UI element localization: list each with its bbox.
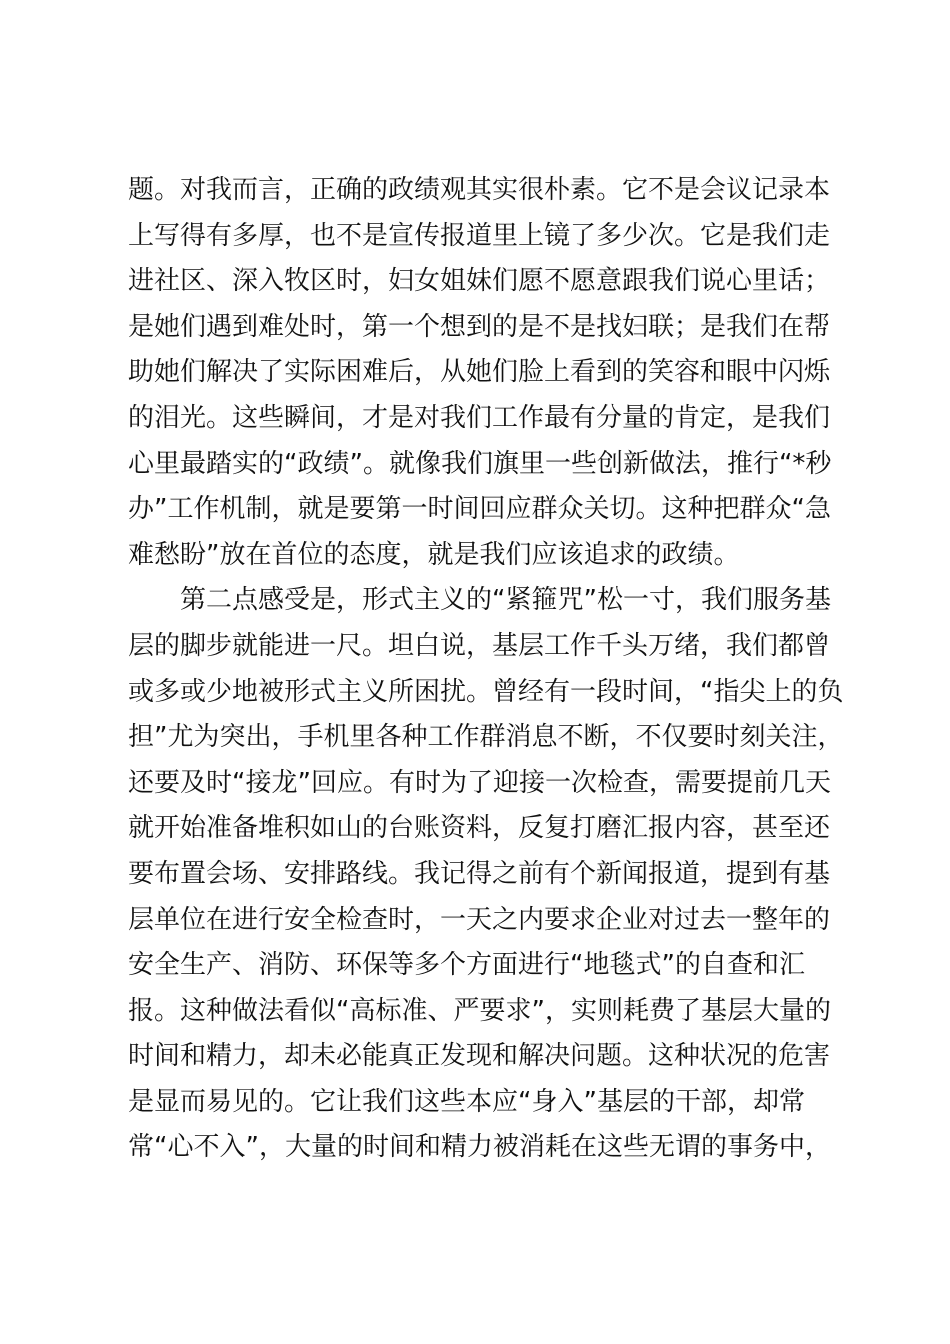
text-line: 是显而易见的。它让我们这些本应“身入”基层的干部，却常 — [128, 1086, 805, 1117]
text-line: 常“心不入”，大量的时间和精力被消耗在这些无谓的事务中， — [128, 1132, 831, 1163]
text-line: 上写得有多厚，也不是宣传报道里上镜了多少次。它是我们走 — [128, 220, 831, 251]
text-line: 时间和精力，却未必能真正发现和解决问题。这种状况的危害 — [128, 1041, 831, 1072]
text-line: 难愁盼”放在首位的态度，就是我们应该追求的政绩。 — [128, 539, 740, 570]
text-line: 担”尤为突出，手机里各种工作群消息不断，不仅要时刻关注， — [128, 722, 844, 753]
text-line: 题。对我而言，正确的政绩观其实很朴素。它不是会议记录本 — [128, 175, 831, 205]
text-line: 安全生产、消防、环保等多个方面进行“地毯式”的自查和汇 — [128, 950, 805, 981]
text-line: 的泪光。这些瞬间，才是对我们工作最有分量的肯定，是我们 — [128, 402, 831, 433]
text-line: 或多或少地被形式主义所困扰。曾经有一段时间，“指尖上的负 — [128, 676, 844, 707]
text-line: 办”工作机制，就是要第一时间回应群众关切。这种把群众“急 — [128, 494, 831, 525]
text-line: 就开始准备堆积如山的台账资料，反复打磨汇报内容，甚至还 — [128, 813, 831, 844]
text-line: 还要及时“接龙”回应。有时为了迎接一次检查，需要提前几天 — [128, 767, 831, 798]
text-line: 层的脚步就能进一尺。坦白说，基层工作千头万绪，我们都曾 — [128, 630, 831, 661]
text-line: 报。这种做法看似“高标准、严要求”，实则耗费了基层大量的 — [128, 995, 831, 1026]
text-line: 心里最踏实的“政绩”。就像我们旗里一些创新做法，推行“*秒 — [128, 448, 832, 479]
text-line: 是她们遇到难处时，第一个想到的是不是找妇联；是我们在帮 — [128, 311, 831, 342]
text-line: 要布置会场、安排路线。我记得之前有个新闻报道，提到有基 — [128, 858, 831, 889]
text-line: 助她们解决了实际困难后，从她们脸上看到的笑容和眼中闪烁 — [128, 357, 831, 388]
paragraph-start-line: 第二点感受是，形式主义的“紧箍咒”松一寸，我们服务基 — [128, 585, 831, 616]
text-line: 层单位在进行安全检查时，一天之内要求企业对过去一整年的 — [128, 904, 831, 935]
text-line: 进社区、深入牧区时，妇女姐妹们愿不愿意跟我们说心里话； — [128, 266, 831, 297]
body-text — [128, 168, 844, 1171]
